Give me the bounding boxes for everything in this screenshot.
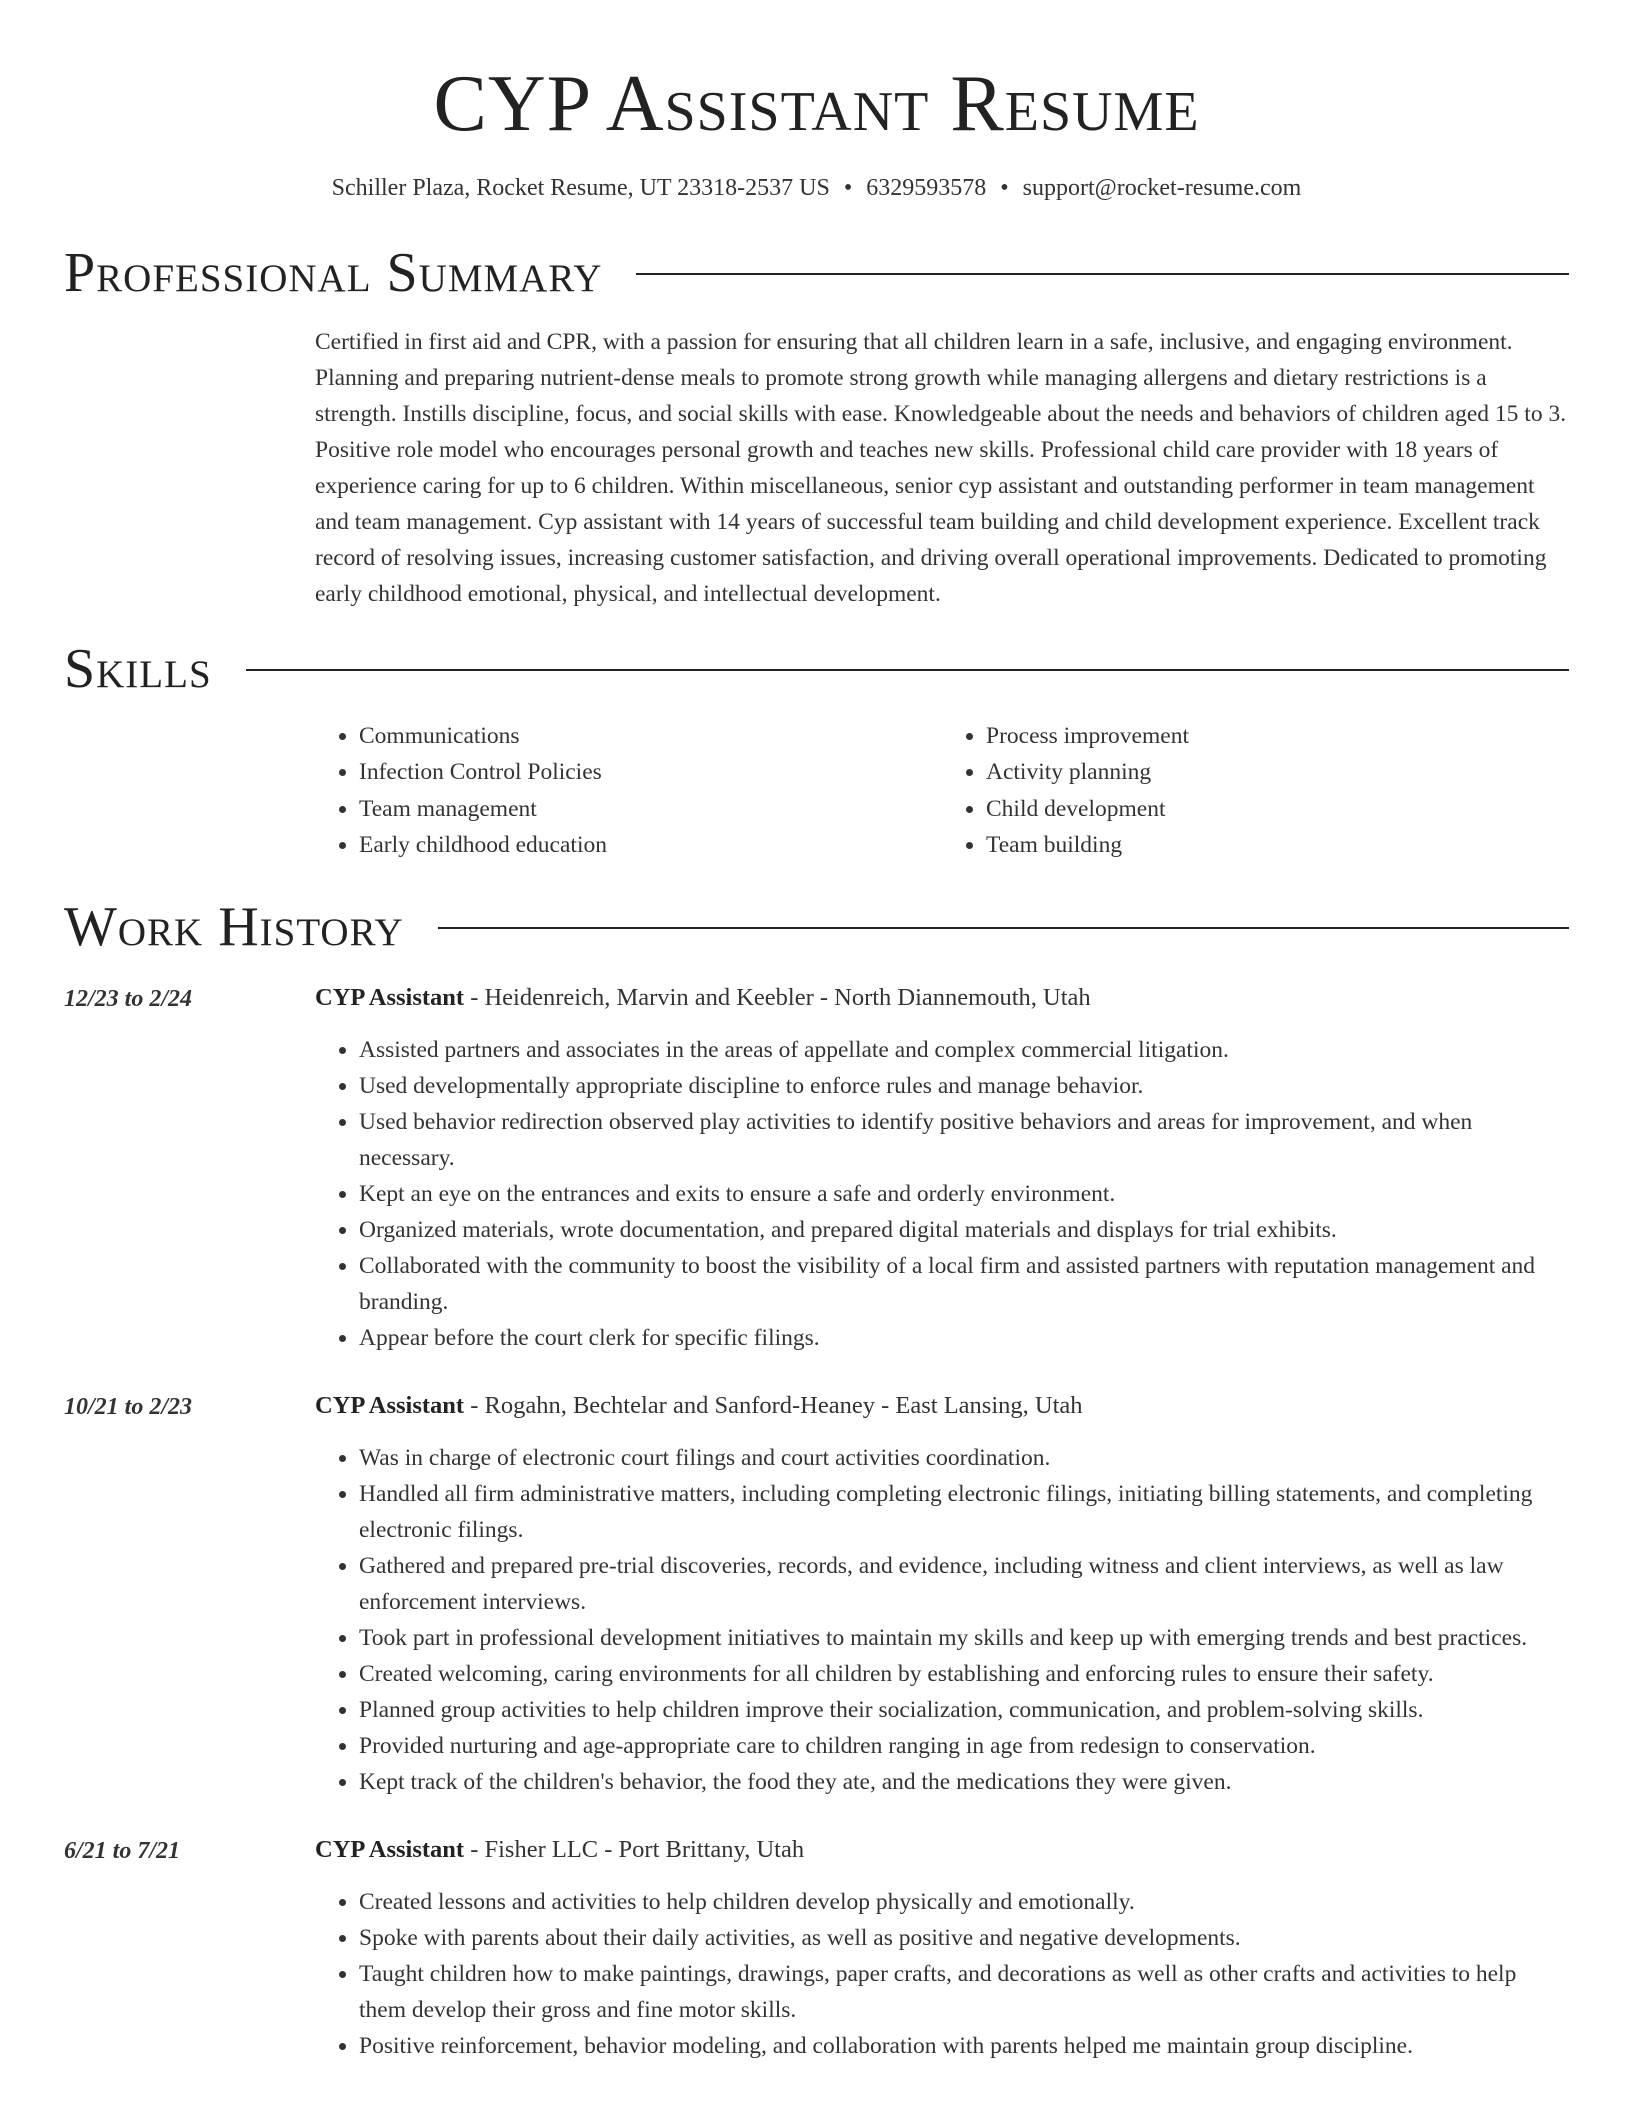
skills-heading: Skills	[64, 637, 212, 700]
contact-separator: •	[1000, 175, 1009, 201]
section-divider	[636, 273, 1569, 275]
contact-email: support@rocket-resume.com	[1022, 175, 1302, 201]
summary-text: Certified in first aid and CPR, with a passion for ensuring that all children learn in a safe, inclusive, and engaging environment. Planning and preparing nutrient-dense meals to promote strong growth while managing allergens and dietary restrictions is a strength. Instills discipline, focus, and social skills with ease. Knowledgeable about the needs and behaviors of children aged 15 to 3. Positive role model who encourages personal growth and teaches new skills. Professional child care provider with 18 years of experience caring for up to 6 children. Within miscellaneous, senior cyp assistant and outstanding performer in team management and team management. Cyp assistant with 14 years of successful team building and child development experience. Excellent track record of resolving issues, increasing customer satisfaction, and driving overall operational improvements. Dedicated to promoting early childhood emotional, physical, and intellectual development.	[315, 329, 1567, 607]
job-details	[315, 1832, 1569, 2064]
job-bullet: • Taught children how to make paintings, drawings, paper crafts, and decorations as well as other crafts and activities to help them develop their gross and fine motor skills.	[359, 1956, 1569, 2028]
skill-item: • Communications	[359, 718, 942, 755]
contact-address: Schiller Plaza, Rocket Resume, UT 23318-2537 US	[331, 175, 830, 201]
job-title: CYP Assistant	[315, 1835, 465, 1863]
job-bullet: • Positive reinforcement, behavior modeling, and collaboration with parents helped me maintain group discipline.	[359, 2028, 1569, 2064]
job-bullet: • Kept track of the children's behavior, the food they ate, and the medications they were given.	[359, 1764, 1569, 1800]
job-bullet: • Took part in professional development initiatives to maintain my skills and keep up with emerging trends and best practices.	[359, 1620, 1569, 1656]
job-bullet: • Used behavior redirection observed play activities to identify positive behaviors and areas for improvement, and when necessary.	[359, 1104, 1569, 1176]
summary-heading: Professional Summary	[64, 242, 603, 304]
skill-item: • Team management	[359, 791, 942, 828]
job-bullet: • Appear before the court clerk for specific filings.	[359, 1320, 1569, 1356]
contact-line	[64, 172, 1569, 204]
section-divider	[246, 669, 1569, 671]
job-title: CYP Assistant	[315, 983, 465, 1011]
job-bullet: • Created welcoming, caring environments for all children by establishing and enforcing rules to ensure their safety.	[359, 1656, 1569, 1692]
skills-column-left	[315, 718, 942, 864]
skills-section-header	[64, 636, 1569, 702]
work-history-list	[64, 980, 1569, 2064]
summary-section-header	[64, 240, 1569, 306]
job-title: CYP Assistant	[315, 1391, 465, 1419]
job-employer: - Rogahn, Bechtelar and Sanford-Heaney - East Lansing, Utah	[464, 1391, 1083, 1419]
skills-column-right	[942, 718, 1569, 864]
job-entry	[64, 980, 1569, 1356]
job-details	[315, 980, 1569, 1356]
job-entry	[64, 1832, 1569, 2064]
job-bullet: • Handled all firm administrative matters, including completing electronic filings, initiating billing statements, and completing electronic filings.	[359, 1476, 1569, 1548]
job-heading	[315, 1832, 1569, 1868]
job-bullet: • Organized materials, wrote documentation, and prepared digital materials and displays for trial exhibits.	[359, 1212, 1569, 1248]
job-dates: 12/23 to 2/24	[64, 985, 193, 1012]
job-bullets	[315, 1032, 1569, 1356]
job-employer: - Heidenreich, Marvin and Keebler - North Diannemouth, Utah	[464, 983, 1091, 1011]
job-bullets	[315, 1884, 1569, 2064]
job-dates: 6/21 to 7/21	[64, 1837, 181, 1864]
job-details	[315, 1388, 1569, 1800]
job-entry	[64, 1388, 1569, 1800]
skills-list	[315, 718, 1569, 864]
job-heading	[315, 980, 1569, 1016]
job-bullet: • Kept an eye on the entrances and exits to ensure a safe and orderly environment.	[359, 1176, 1569, 1212]
job-bullet: • Was in charge of electronic court filings and court activities coordination.	[359, 1440, 1569, 1476]
skill-item: • Process improvement	[986, 718, 1569, 755]
job-heading	[315, 1388, 1569, 1424]
skill-item: • Activity planning	[986, 754, 1569, 791]
work-section-header	[64, 894, 1569, 960]
job-bullet: • Spoke with parents about their daily activities, as well as positive and negative developments.	[359, 1920, 1569, 1956]
work-heading: Work History	[64, 895, 404, 958]
job-bullet: • Provided nurturing and age-appropriate care to children ranging in age from redesign to conservation.	[359, 1728, 1569, 1764]
job-bullet: • Assisted partners and associates in the areas of appellate and complex commercial litigation.	[359, 1032, 1569, 1068]
job-dates: 10/21 to 2/23	[64, 1393, 193, 1420]
contact-separator: •	[843, 175, 853, 201]
contact-phone: 6329593578	[866, 175, 987, 201]
skill-item: • Team building	[986, 827, 1569, 864]
job-bullet: • Used developmentally appropriate discipline to enforce rules and manage behavior.	[359, 1068, 1569, 1104]
job-bullets	[315, 1440, 1569, 1800]
job-bullet: • Created lessons and activities to help children develop physically and emotionally.	[359, 1884, 1569, 1920]
skill-item: • Infection Control Policies	[359, 754, 942, 791]
resume-title: CYP Assistant Resume	[433, 60, 1200, 148]
job-bullet: • Gathered and prepared pre-trial discoveries, records, and evidence, including witness and client interviews, as well as law enforcement interviews.	[359, 1548, 1569, 1620]
job-employer: - Fisher LLC - Port Brittany, Utah	[464, 1835, 805, 1863]
job-bullet: • Collaborated with the community to boost the visibility of a local firm and assisted partners with reputation management and branding.	[359, 1248, 1569, 1320]
skill-item: • Child development	[986, 791, 1569, 828]
section-divider	[438, 927, 1569, 929]
job-bullet: • Planned group activities to help children improve their socialization, communication, and problem-solving skills.	[359, 1692, 1569, 1728]
skill-item: • Early childhood education	[359, 827, 942, 864]
